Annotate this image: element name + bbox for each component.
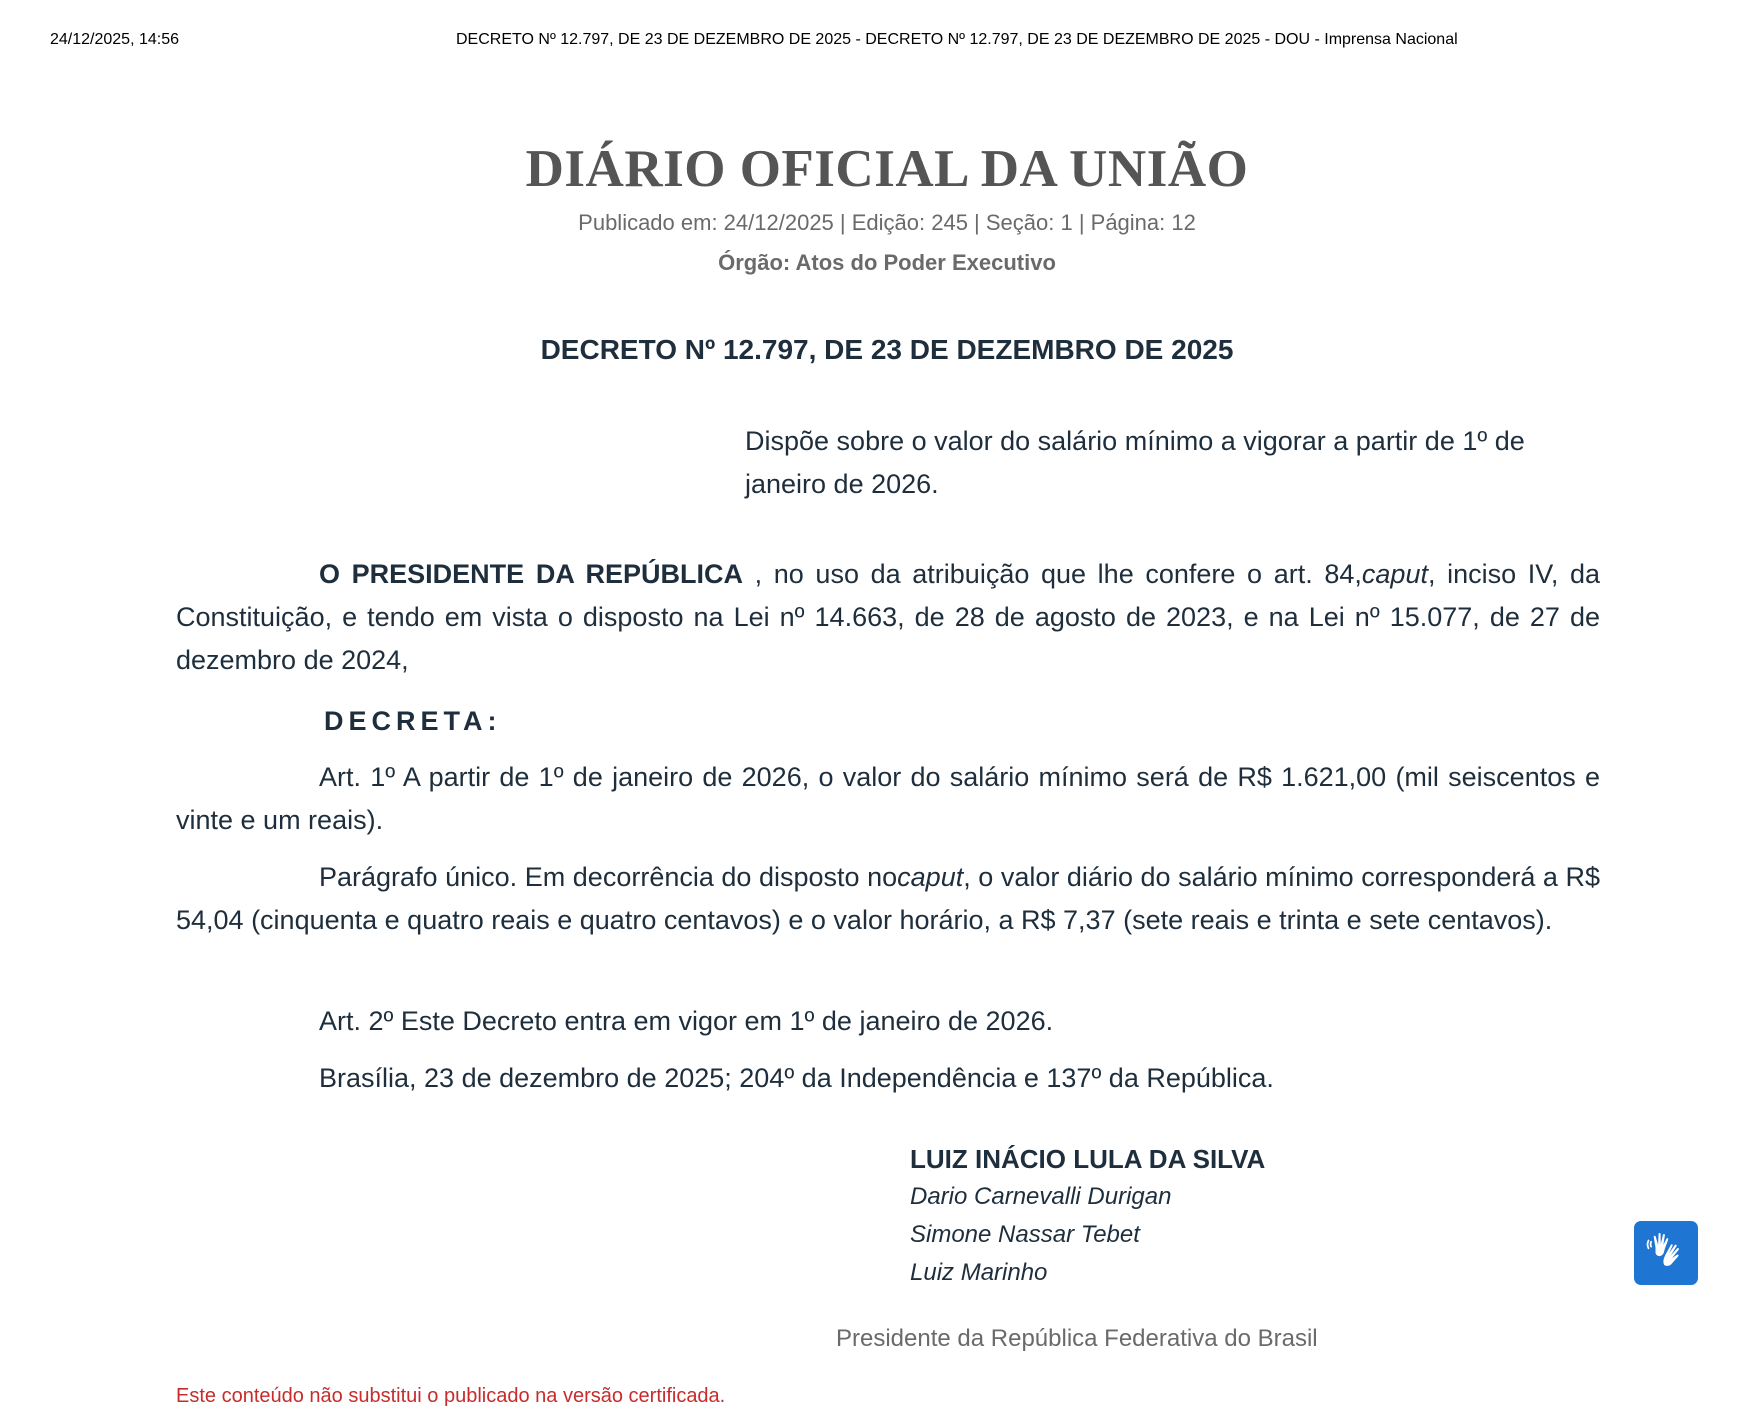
paragrafo-caput: caput	[897, 862, 964, 892]
local-data: Brasília, 23 de dezembro de 2025; 204º da Independência e 137º da República.	[319, 1063, 1274, 1093]
orgao-label: Órgão: Atos do Poder Executivo	[718, 250, 1056, 275]
masthead-title: DIÁRIO OFICIAL DA UNIÃO	[525, 140, 1249, 198]
print-timestamp: 24/12/2025, 14:56	[50, 31, 180, 48]
preamble-caput: caput	[1361, 559, 1428, 589]
president-role-label: Presidente da República Federativa do Brasil	[836, 1325, 1318, 1352]
article-2: Art. 2º Este Decreto entra em vigor em 1º de janeiro de 2026.	[319, 1006, 1054, 1036]
minister-signature: Luiz Marinho	[910, 1259, 1048, 1286]
decree-title: DECRETO Nº 12.797, DE 23 DE DEZEMBRO DE 2025	[540, 334, 1234, 365]
paragrafo-after: , o valor diário do salário mínimo corresponderá a R$ 54,04 (cinquenta e quatro reais e quatro centavos) e o valor horário, a R$ 7,37 (sete reais e trinta e sete centavos).	[176, 862, 1600, 935]
print-page-title: DECRETO Nº 12.797, DE 23 DE DEZEMBRO DE 2025 - DECRETO Nº 12.797, DE 23 DE DEZEMBRO DE 2025 - DOU - Imprensa Nacional	[456, 31, 1458, 48]
sign-language-icon	[1645, 1230, 1687, 1277]
preamble-paragraph	[176, 553, 1600, 682]
minister-signature: Simone Nassar Tebet	[910, 1221, 1140, 1248]
decree-ementa: Dispõe sobre o valor do salário mínimo a vigorar a partir de 1º de janeiro de 2026.	[745, 426, 1525, 499]
paragrafo-before: Parágrafo único. Em decorrência do disposto no	[319, 862, 898, 892]
certification-disclaimer: Este conteúdo não substitui o publicado na versão certificada.	[176, 1385, 726, 1407]
preamble-subject: O PRESIDENTE DA REPÚBLICA	[319, 559, 743, 589]
minister-signature: Dario Carnevalli Durigan	[910, 1183, 1172, 1210]
president-signature: LUIZ INÁCIO LULA DA SILVA	[910, 1144, 1266, 1174]
signature-block	[910, 1140, 1510, 1292]
decreta-paragraph	[176, 700, 1600, 743]
masthead	[0, 140, 1754, 198]
preamble-text-before: , no uso da atribuição que lhe confere o art. 84,	[742, 559, 1362, 589]
paragrafo-unico	[176, 856, 1600, 942]
accessibility-button[interactable]	[1634, 1221, 1698, 1285]
decreta-label: DECRETA:	[324, 706, 502, 736]
publication-info: Publicado em: 24/12/2025 | Edição: 245 | Seção: 1 | Página: 12	[578, 210, 1196, 235]
print-header	[50, 31, 1704, 55]
article-1: Art. 1º A partir de 1º de janeiro de 2026, o valor do salário mínimo será de R$ 1.621,00 (mil seiscentos e vinte e um reais).	[176, 762, 1600, 835]
preamble-text-after: , inciso IV, da Constituição, e tendo em vista o disposto na Lei nº 14.663, de 28 de agosto de 2023, e na Lei nº 15.077, de 27 de dezembro de 2024,	[176, 559, 1600, 675]
